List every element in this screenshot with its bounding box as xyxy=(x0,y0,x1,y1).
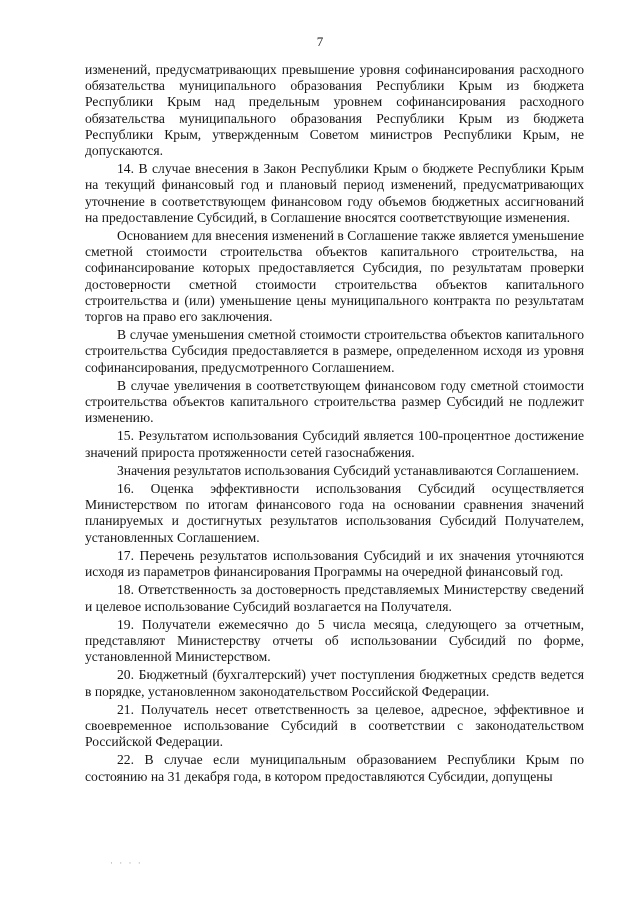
page-number: 7 xyxy=(316,34,324,49)
paragraph-15-values: Значения результатов использования Субсидий устанавливаются Соглашением. xyxy=(117,462,579,478)
paragraph-21: 21. Получатель несет ответственность за целевое, адресное, эффективное и своевременное использование Субсидий в соответствии с законодательством Российской Федерации. xyxy=(85,701,584,750)
document-body xyxy=(85,62,584,787)
paragraph-20: 20. Бюджетный (бухгалтерский) учет поступления бюджетных средств ведется в порядке, установленном законодательством Российской Федерации. xyxy=(85,667,584,699)
paragraph-14-increase: В случае увеличения в соответствующем финансовом году сметной стоимости строительства объектов капитального строительства размер Субсидий не подлежит изменению. xyxy=(85,377,584,426)
paragraph-14-basis: Основанием для внесения изменений в Соглашение также является уменьшение сметной стоимости строительства объектов капитального строительства, на софинансирование которых предоставляется Субсидия, по результатам проверки достоверности сметной стоимости строительства объектов капитального строительства и (или) уменьшение цены муниципального контракта по результатам торгов на право его заключения. xyxy=(85,228,584,325)
paragraph-continuation: изменений, предусматривающих превышение уровня софинансирования расходного обязательства муниципального образования Республики Крым из бюджета Республики Крым над предельным уровнем софинансирования расходного обязательства муниципального образования Республики Крым из бюджета Республики Крым, утвержденным Советом министров Республики Крым, не допускаются. xyxy=(85,62,584,159)
paragraph-17: 17. Перечень результатов использования Субсидий и их значения уточняются исходя из параметров финансирования Программы на очередной финансовый год. xyxy=(85,547,584,580)
paragraph-15: 15. Результатом использования Субсидий является 100-процентное достижение значений прироста протяженности сетей газоснабжения. xyxy=(85,428,584,460)
paragraph-18: 18. Ответственность за достоверность представляемых Министерству сведений и целевое использование Субсидий возлагается на Получателя. xyxy=(85,582,584,614)
paragraph-19: 19. Получатели ежемесячно до 5 числа месяца, следующего за отчетным, представляют Министерству отчеты об использовании Субсидий по форме, установленной Министерством. xyxy=(85,616,584,665)
paragraph-16: 16. Оценка эффективности использования Субсидий осуществляется Министерством по итогам финансового года на основании сравнения значений планируемых и достигнутых результатов использования Субсидий Получателем, установленных Соглашением. xyxy=(85,481,584,545)
paragraph-14-decrease: В случае уменьшения сметной стоимости строительства объектов капитального строительства Субсидия предоставляется в размере, определенном исходя из уровня софинансирования, предусмотренного Соглашением. xyxy=(85,327,584,375)
paragraph-14: 14. В случае внесения в Закон Республики Крым о бюджете Республики Крым на текущий финансовый год и плановый период изменений, предусматривающих уточнение в соответствующем финансовом году объемов бюджетных ассигнований на предоставление Субсидий, в Соглашение вносятся соответствующие изменения. xyxy=(85,161,584,225)
scan-artifact: · · · · xyxy=(110,858,143,868)
paragraph-22: 22. В случае если муниципальным образованием Республики Крым по состоянию на 31 декабря года, в котором предоставляются Субсидии, допущены xyxy=(85,752,584,784)
